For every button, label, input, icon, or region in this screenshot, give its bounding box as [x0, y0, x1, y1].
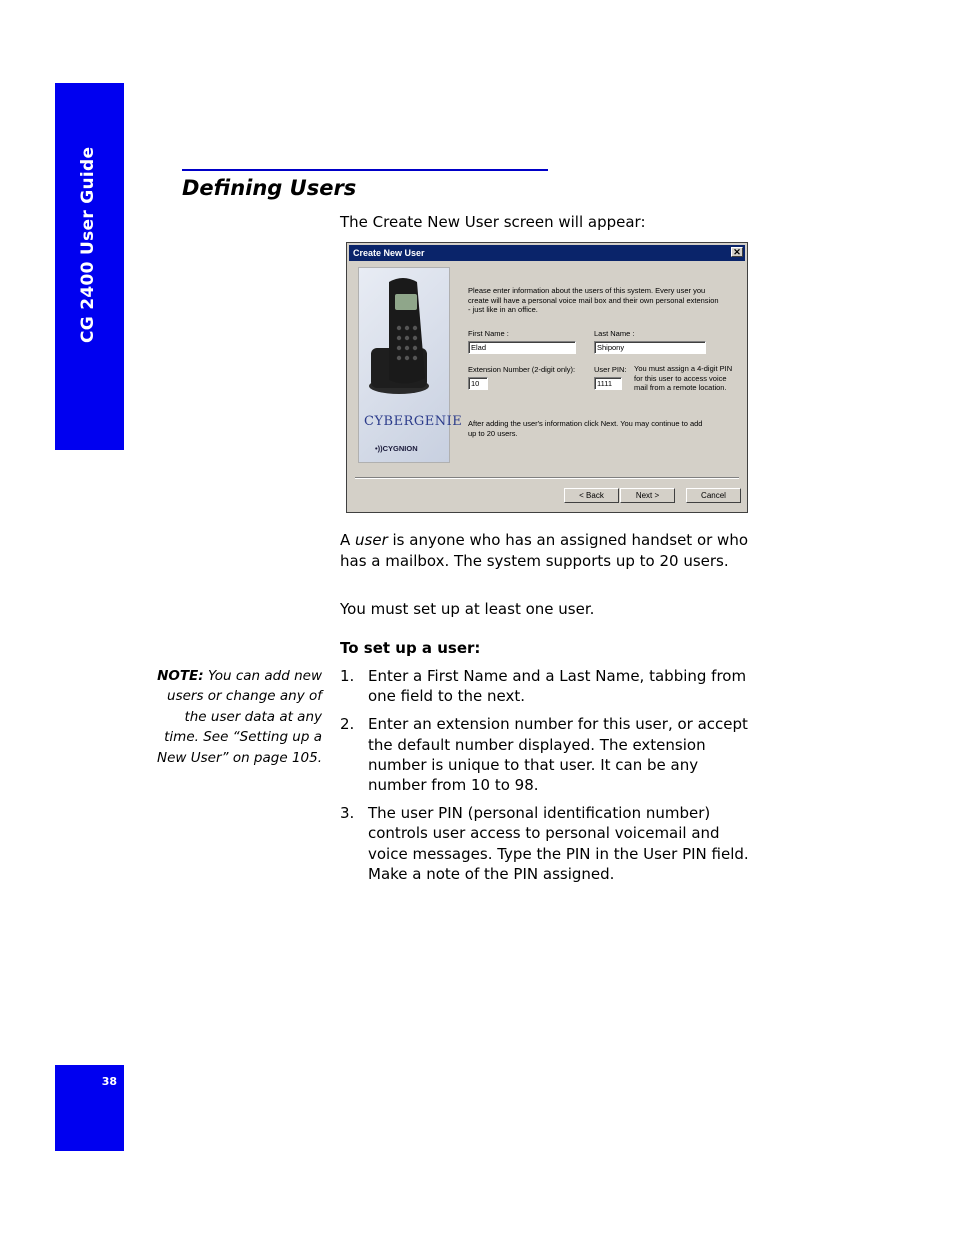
steps-list: [340, 666, 760, 892]
page-number: 38: [101, 1075, 117, 1088]
dialog-footer-note: After adding the user's information click Next. You may continue to add up to 20 users.: [468, 419, 703, 438]
side-tab: [55, 83, 124, 450]
extension-field[interactable]: 10: [468, 377, 488, 390]
note-text: You can add new users or change any of the user data at any time. See “Setting up a New User” on page 105.: [157, 668, 322, 766]
first-name-label: First Name :: [468, 329, 509, 338]
min-user-paragraph: You must set up at least one user.: [340, 600, 595, 618]
cancel-button[interactable]: Cancel: [686, 488, 741, 503]
side-note: [150, 666, 322, 768]
pin-hint: You must assign a 4-digit PIN for this user to access voice mail from a remote location.: [634, 364, 733, 392]
product-graphic: [358, 267, 463, 463]
brand-logo: CYBERGENIE: [364, 414, 463, 429]
create-new-user-dialog: [346, 242, 748, 513]
intro-text: The Create New User screen will appear:: [340, 213, 646, 231]
dialog-separator: [355, 477, 739, 479]
list-item: 3. The user PIN (personal identification number) controls user access to personal voicemail and voice messages. Type the PIN in the User PIN field. Make a note of the PIN assigned.: [340, 804, 749, 883]
guide-title: CG 2400 User Guide: [77, 146, 98, 343]
pin-label: User PIN:: [594, 365, 627, 374]
pin-field[interactable]: 1111: [594, 377, 622, 390]
back-button[interactable]: < Back: [564, 488, 619, 503]
page-tab: [55, 1065, 124, 1151]
handset-icon: [359, 268, 449, 408]
list-item: 2. Enter an extension number for this user, or accept the default number displayed. The extension number is unique to that user. It can be any number from 10 to 98.: [340, 715, 748, 795]
user-term: user: [355, 531, 388, 549]
dialog-instructions: Please enter information about the users of this system. Every user you create will have a personal voice mail box and their own personal extension - just like in an office.: [468, 286, 719, 314]
last-name-field[interactable]: Shipony: [594, 341, 706, 354]
close-icon[interactable]: ✕: [731, 247, 743, 257]
first-name-field[interactable]: Elad: [468, 341, 576, 354]
procedure-heading: To set up a user:: [340, 639, 481, 657]
dialog-title: Create New User: [353, 248, 425, 258]
note-label: NOTE:: [157, 668, 204, 684]
list-item: 1. Enter a First Name and a Last Name, tabbing from one field to the next.: [340, 667, 747, 706]
next-button[interactable]: Next >: [620, 488, 675, 503]
dialog-titlebar: [349, 245, 745, 261]
heading-rule: [182, 169, 548, 171]
last-name-label: Last Name :: [594, 329, 635, 338]
section-heading: Defining Users: [182, 176, 357, 200]
user-definition-paragraph: A user is anyone who has an assigned handset or who has a mailbox. The system supports up to 20 users.: [340, 531, 749, 570]
brand-sub-logo: •))CYGNION: [375, 444, 418, 453]
extension-label: Extension Number (2-digit only):: [468, 365, 576, 374]
